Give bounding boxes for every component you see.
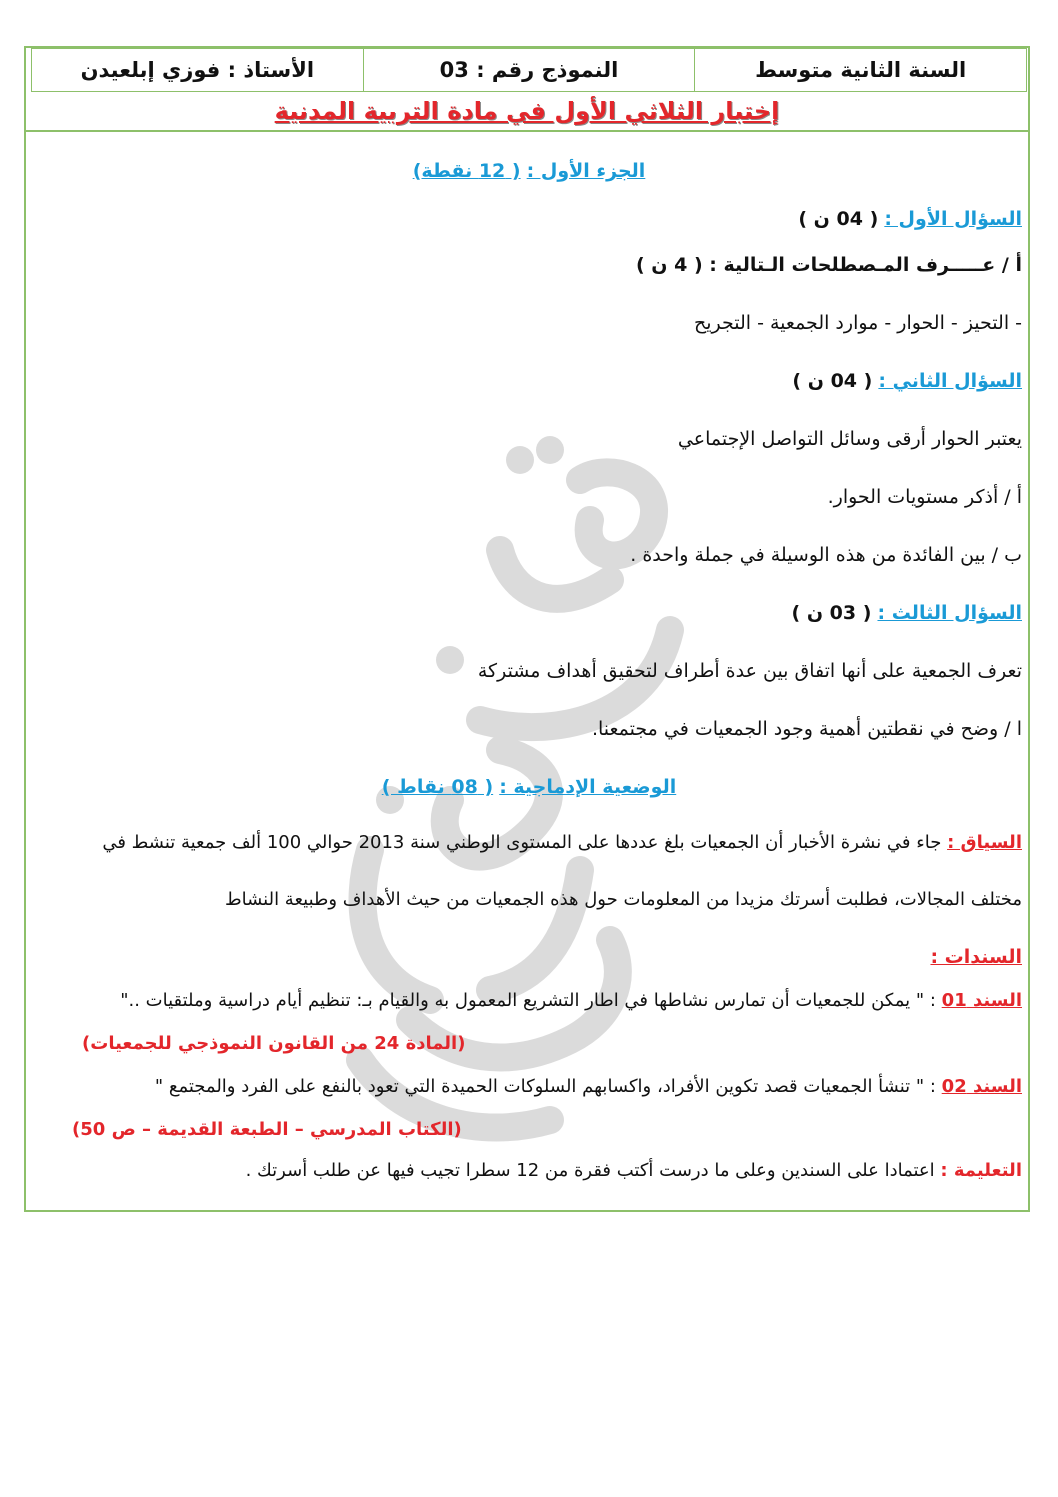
integration-heading [0, 776, 1058, 798]
q1-label: السؤال الأول : [884, 208, 1022, 230]
context-line-1 [102, 832, 1022, 853]
part1-heading [0, 160, 1058, 182]
header-table [31, 48, 1027, 92]
instruction-text: اعتمادا على السندين وعلى ما درست أكتب فقرة من 12 سطرا تجيب فيها عن طلب أسرتك . [245, 1160, 935, 1181]
q2-part-b: ب / بين الفائدة من هذه الوسيلة في جملة واحدة . [630, 544, 1022, 566]
q2-heading [792, 370, 1022, 392]
documents-label: السندات : [930, 946, 1022, 968]
q1-terms: - التحيز - الحوار - موارد الجمعية - التجريح [693, 312, 1022, 334]
context-text-1: جاء في نشرة الأخبار أن الجمعيات بلغ عددها على المستوى الوطني سنة 2013 حوالي 100 ألف جمعية تنشط في [102, 832, 942, 853]
instruction-label: التعليمة : [940, 1160, 1022, 1181]
document-2-text: : " تنشأ الجمعيات قصد تكوين الأفراد، واكسابهم السلوكات الحميدة التي تعود بالنفع على الفرد والمجتمع " [154, 1076, 936, 1097]
header-model-number: النموذج رقم : 03 [363, 49, 695, 91]
q2-label: السؤال الثاني : [878, 370, 1022, 392]
q1-part-a-prefix: أ / [1001, 254, 1022, 276]
document-2 [155, 1076, 1022, 1097]
exam-title: إختبار الثلاثي الأول في مادة التربية المدنية [274, 97, 780, 125]
q1-part-a [636, 254, 1022, 276]
q2-intro: يعتبر الحوار أرقى وسائل التواصل الإجتماعي [677, 428, 1022, 450]
q1-points: ( 04 ن ) [798, 208, 879, 230]
q3-intro: تعرف الجمعية على أنها اتفاق بين عدة أطراف لتحقيق أهداف مشتركة [477, 660, 1022, 682]
q2-points: ( 04 ن ) [792, 370, 873, 392]
document-1-source: (المادة 24 من القانون النموذجي للجمعيات) [82, 1033, 466, 1054]
q3-part-a: ا / وضح في نقطتين أهمية وجود الجمعيات في مجتمعنا. [591, 718, 1022, 740]
document-2-label: السند 02 [941, 1076, 1022, 1097]
document-1-label: السند 01 [941, 990, 1022, 1011]
context-label: السياق : [947, 832, 1022, 853]
document-1 [120, 990, 1022, 1011]
integration-label: الوضعية الإدماجية : [499, 776, 677, 798]
part1-label: الجزء الأول : [526, 160, 646, 182]
title-row [24, 92, 1030, 132]
q3-heading [792, 602, 1022, 624]
q1-part-a-text: عـــــرف المـصطلحات الـتالية : ( 4 ن ) [635, 254, 996, 276]
context-line-2: مختلف المجالات، فطلبت أسرتك مزيدا من المعلومات حول هذه الجمعيات من حيث الأهداف وطبيعة النشاط [224, 889, 1022, 910]
instruction [246, 1160, 1022, 1181]
documents-heading [930, 946, 1022, 968]
q1-heading [798, 208, 1022, 230]
header-level: السنة الثانية متوسط [694, 49, 1026, 91]
document-2-source: (الكتاب المدرسي – الطبعة القديمة – ص 50) [72, 1119, 462, 1140]
q2-part-a: أ / أذكر مستويات الحوار. [827, 486, 1022, 508]
q3-points: ( 03 ن ) [791, 602, 872, 624]
header-teacher: الأستاذ : فوزي إبلعيدن [80, 58, 315, 82]
document-1-text: : " يمكن للجمعيات أن تمارس نشاطها في اطار التشريع المعمول به والقيام بـ: تنظيم أيام دراسية وملتقيات .." [120, 990, 936, 1011]
part1-points: ( 12 نقطة) [412, 160, 521, 182]
q3-label: السؤال الثالث : [877, 602, 1022, 624]
integration-points: ( 08 نقاط ) [381, 776, 494, 798]
